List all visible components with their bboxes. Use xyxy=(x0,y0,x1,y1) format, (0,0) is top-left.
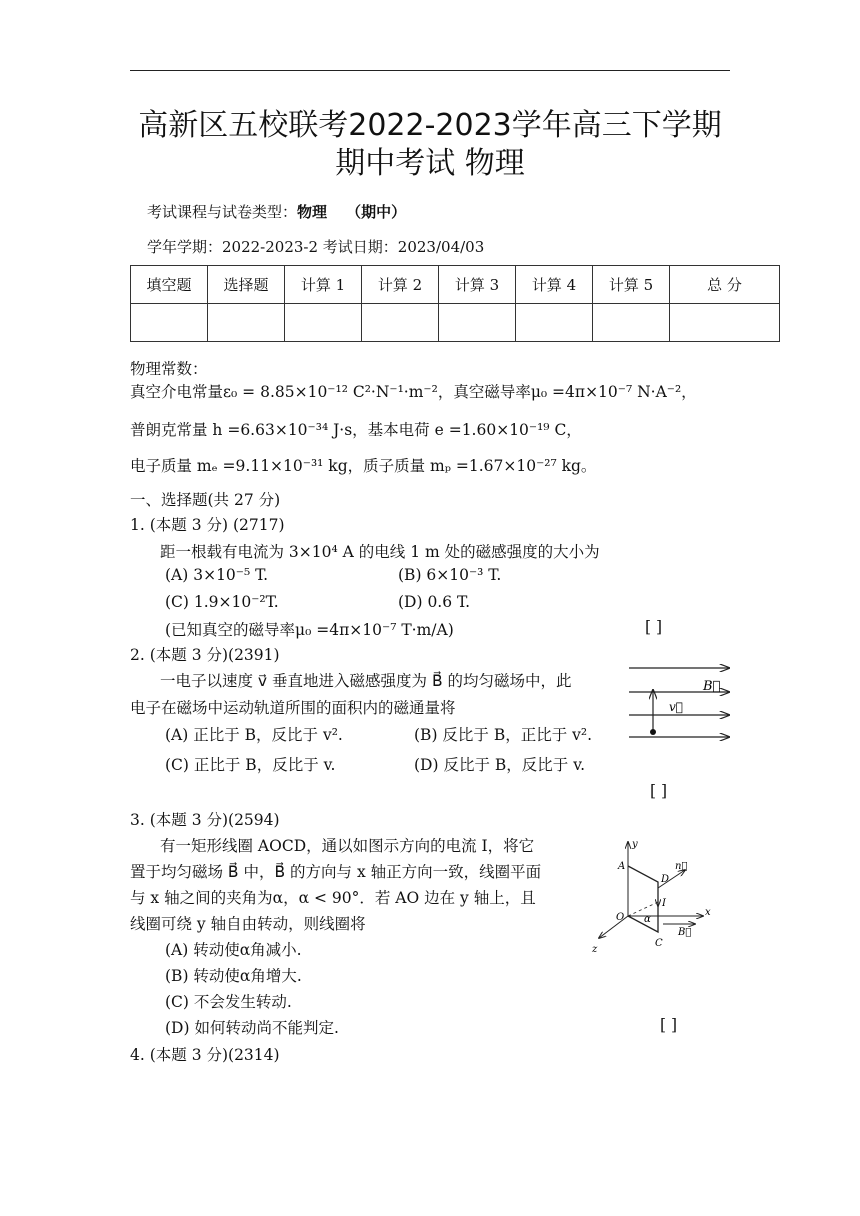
constants-line2: 普朗克常量 h =6.63×10⁻³⁴ J·s，基本电荷 e =1.60×10⁻¹⁹ C， xyxy=(130,421,582,439)
score-entry-cell[interactable] xyxy=(285,304,362,342)
section-title: 一、选择题(共 27 分) xyxy=(130,491,281,509)
score-table xyxy=(130,265,780,342)
q1-option-b[interactable]: (B) 6×10⁻³ T. xyxy=(398,566,502,584)
score-header-row xyxy=(131,266,780,304)
course-line xyxy=(147,201,406,222)
q1-note: (已知真空的磁导率μ₀ =4π×10⁻⁷ T·m/A) xyxy=(165,621,454,639)
score-entry-row xyxy=(131,304,780,342)
label-n: n⃗ xyxy=(675,861,688,872)
q3-stem-line4: 线圈可绕 y 轴自由转动，则线圈将 xyxy=(130,915,366,933)
score-header-cell: 计算 2 xyxy=(362,266,439,304)
q2-option-b[interactable]: (B) 反比于 B，正比于 v². xyxy=(414,726,593,744)
q1-option-c[interactable]: (C) 1.9×10⁻²T. xyxy=(165,593,279,611)
electron-dot xyxy=(650,729,656,735)
q3-head: 3. (本题 3 分)(2594) xyxy=(130,811,280,829)
course-label: 考试课程与试卷类型： xyxy=(147,203,298,221)
q2-head: 2. (本题 3 分)(2391) xyxy=(130,646,280,664)
q1-option-a[interactable]: (A) 3×10⁻⁵ T. xyxy=(165,566,269,584)
q2-option-a[interactable]: (A) 正比于 B，反比于 v². xyxy=(165,726,343,744)
label-z: z xyxy=(592,944,598,955)
q4-head: 4. (本题 3 分)(2314) xyxy=(130,1046,280,1064)
q1-option-d[interactable]: (D) 0.6 T. xyxy=(398,593,471,611)
score-entry-cell[interactable] xyxy=(208,304,285,342)
page-title-line1: 高新区五校联考2022-2023学年高三下学期 xyxy=(138,108,722,143)
score-entry-cell[interactable] xyxy=(439,304,516,342)
q3-stem-line1: 有一矩形线圈 AOCD，通以如图示方向的电流 I，将它 xyxy=(160,837,535,855)
top-rule xyxy=(130,70,730,71)
label-x: x xyxy=(705,907,711,918)
score-header-cell: 填空题 xyxy=(131,266,208,304)
score-header-cell: 计算 1 xyxy=(285,266,362,304)
score-header-cell: 总 分 xyxy=(670,266,780,304)
coil-loop xyxy=(628,866,658,932)
q3-option-a[interactable]: (A) 转动使α角减小. xyxy=(165,941,302,959)
q3-stem-line2: 置于均匀磁场 B⃗ 中，B⃗ 的方向与 x 轴正方向一致，线圈平面 xyxy=(130,863,542,881)
constants-heading: 物理常数： xyxy=(130,360,208,378)
score-entry-cell[interactable] xyxy=(670,304,780,342)
label-alpha: α xyxy=(644,914,651,925)
q1-answer-bracket[interactable]: [ ] xyxy=(645,618,663,636)
q2-answer-bracket[interactable]: [ ] xyxy=(650,782,668,800)
velocity-label-v: v⃗ xyxy=(669,700,683,714)
course-value: 物理 xyxy=(297,203,328,221)
label-a: A xyxy=(618,861,626,872)
q3-option-d[interactable]: (D) 如何转动尚不能判定. xyxy=(165,1019,339,1037)
score-entry-cell[interactable] xyxy=(516,304,593,342)
q3-stem-line3: 与 x 轴之间的夹角为α，α < 90°．若 AO 边在 y 轴上，且 xyxy=(130,889,536,907)
q2-stem-line2: 电子在磁场中运动轨道所围的面积内的磁通量将 xyxy=(130,699,456,717)
q1-stem: 距一根载有电流为 3×10⁴ A 的电线 1 m 处的磁感强度的大小为 xyxy=(160,543,600,561)
label-i: I xyxy=(662,898,666,909)
q3-figure xyxy=(585,836,725,961)
field-label-b: B⃗ xyxy=(703,679,721,694)
constants-line1: 真空介电常量ε₀ = 8.85×10⁻¹² C²·N⁻¹·m⁻²，真空磁导率μ₀ =4π×10⁻⁷ N·A⁻²， xyxy=(130,383,697,401)
q2-option-c[interactable]: (C) 正比于 B，反比于 v. xyxy=(165,756,336,774)
label-b: B⃗ xyxy=(678,927,692,938)
q3-option-b[interactable]: (B) 转动使α角增大. xyxy=(165,967,302,985)
score-entry-cell[interactable] xyxy=(593,304,670,342)
q2-stem-line1: 一电子以速度 v⃗ 垂直地进入磁感强度为 B⃗ 的均匀磁场中，此 xyxy=(160,672,572,690)
q3-answer-bracket[interactable]: [ ] xyxy=(660,1016,678,1034)
term-line: 学年学期：2022-2023-2 考试日期：2023/04/03 xyxy=(147,238,485,256)
score-header-cell: 计算 4 xyxy=(516,266,593,304)
score-header-cell: 计算 5 xyxy=(593,266,670,304)
label-d: D xyxy=(661,874,670,885)
score-header-cell: 计算 3 xyxy=(439,266,516,304)
q3-option-c[interactable]: (C) 不会发生转动. xyxy=(165,993,292,1011)
label-y: y xyxy=(632,839,638,850)
label-o: O xyxy=(616,912,625,923)
q2-figure xyxy=(625,660,735,745)
coil-dashed xyxy=(628,902,658,916)
label-c: C xyxy=(655,938,663,949)
q1-head: 1. (本题 3 分) (2717) xyxy=(130,516,285,534)
score-entry-cell[interactable] xyxy=(362,304,439,342)
score-header-cell: 选择题 xyxy=(208,266,285,304)
q2-option-d[interactable]: (D) 反比于 B，反比于 v. xyxy=(414,756,586,774)
course-type: （期中） xyxy=(346,203,407,221)
constants-line3: 电子质量 mₑ =9.11×10⁻³¹ kg，质子质量 mₚ =1.67×10⁻²⁷ kg。 xyxy=(130,457,597,475)
page-title-line2: 期中考试 物理 xyxy=(335,146,525,181)
score-entry-cell[interactable] xyxy=(131,304,208,342)
